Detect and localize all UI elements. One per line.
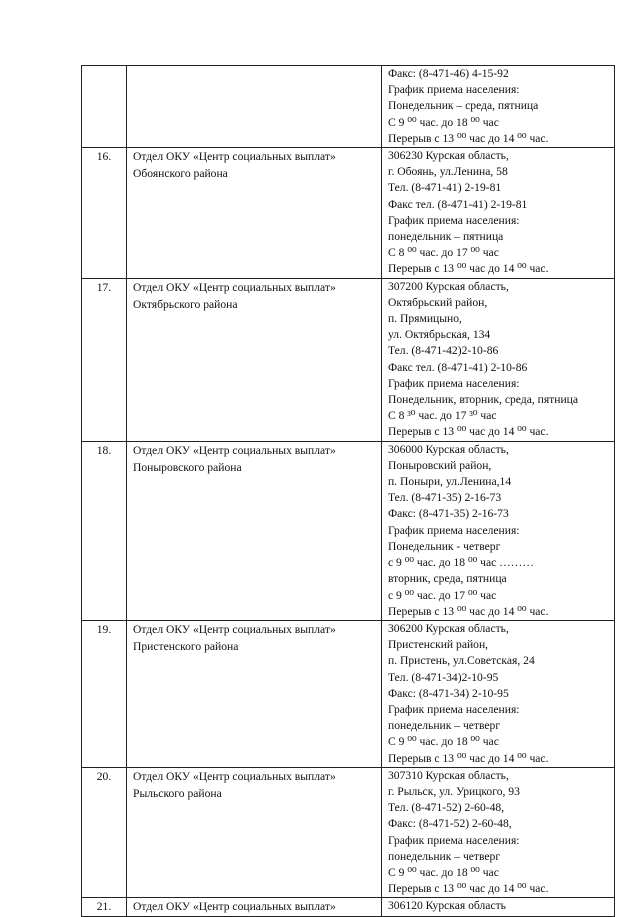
address-line: С 9 ⁰⁰ час. до 18 ⁰⁰ час — [388, 115, 499, 129]
table-row — [82, 898, 615, 916]
office-address — [382, 66, 615, 148]
table-row — [82, 620, 615, 767]
office-address — [382, 148, 615, 279]
office-name: Отдел ОКУ «Центр социальных выплат» — [127, 898, 382, 916]
row-number: 21. — [82, 898, 127, 916]
address-line: Пристенский район, — [388, 638, 489, 652]
address-line: Перерыв с 13 ⁰⁰ час до 14 ⁰⁰ час. — [388, 751, 549, 765]
address-line: График приема населения: — [388, 833, 520, 847]
address-line: г. Рыльск, ул. Урицкого, 93 — [388, 784, 520, 798]
address-line: Факс тел. (8-471-41) 2-19-81 — [388, 197, 528, 211]
address-line: понедельник – пятница — [388, 230, 504, 244]
address-line: с 9 ⁰⁰ час. до 18 ⁰⁰ час ……… — [388, 556, 534, 570]
address-line: График приема населения: — [388, 213, 520, 227]
table-row — [82, 767, 615, 898]
address-line: Перерыв с 13 ⁰⁰ час до 14 ⁰⁰ час. — [388, 262, 549, 276]
address-line: Понедельник, вторник, среда, пятница — [388, 393, 578, 407]
row-number: 18. — [82, 441, 127, 620]
address-line: 306000 Курская область, — [388, 442, 509, 456]
row-number: 17. — [82, 278, 127, 441]
address-line: График приема населения: — [388, 523, 520, 537]
address-line: понедельник – четверг — [388, 719, 501, 733]
address-line: Тел. (8-471-41) 2-19-81 — [388, 181, 502, 195]
address-line: с 9 ⁰⁰ час. до 17 ⁰⁰ час — [388, 588, 497, 602]
address-line: Понедельник - четверг — [388, 539, 501, 553]
address-line: С 8 ⁰⁰ час. до 17 ⁰⁰ час — [388, 246, 499, 260]
address-line: Факс тел. (8-471-41) 2-10-86 — [388, 360, 528, 374]
address-line: Тел. (8-471-52) 2-60-48, — [388, 801, 505, 815]
address-line: п. Прямицыно, — [388, 312, 462, 326]
row-number: 20. — [82, 767, 127, 898]
address-line: 307310 Курская область, — [388, 768, 509, 782]
address-line: п. Пристень, ул.Советская, 24 — [388, 654, 535, 668]
address-line: вторник, среда, пятница — [388, 572, 507, 586]
office-address — [382, 278, 615, 441]
office-name: Отдел ОКУ «Центр социальных выплат» Рыльского района — [127, 767, 382, 898]
address-line: С 9 ⁰⁰ час. до 18 ⁰⁰ час — [388, 735, 499, 749]
row-number: 19. — [82, 620, 127, 767]
office-address — [382, 620, 615, 767]
address-line: Поныровский район, — [388, 458, 492, 472]
office-address — [382, 441, 615, 620]
address-line: Перерыв с 13 ⁰⁰ час до 14 ⁰⁰ час. — [388, 882, 549, 896]
table-row — [82, 441, 615, 620]
office-address — [382, 767, 615, 898]
address-line: Факс: (8-471-52) 2-60-48, — [388, 817, 512, 831]
table-row — [82, 278, 615, 441]
address-line: График приема населения: — [388, 702, 520, 716]
address-line: 307200 Курская область, — [388, 279, 509, 293]
office-name — [127, 66, 382, 148]
row-number: 16. — [82, 148, 127, 279]
address-line: Перерыв с 13 ⁰⁰ час до 14 ⁰⁰ час. — [388, 604, 549, 618]
address-line: г. Обоянь, ул.Ленина, 58 — [388, 165, 508, 179]
address-line: п. Поныри, ул.Ленина,14 — [388, 475, 512, 489]
address-line: Тел. (8-471-42)2-10-86 — [388, 344, 499, 358]
row-number — [82, 66, 127, 148]
address-line: Перерыв с 13 ⁰⁰ час до 14 ⁰⁰ час. — [388, 425, 549, 439]
office-name: Отдел ОКУ «Центр социальных выплат» Пристенского района — [127, 620, 382, 767]
table-row — [82, 66, 615, 148]
address-line: С 8 ³⁰ час. до 17 ³⁰ час — [388, 409, 497, 423]
address-line: 306120 Курская область — [388, 899, 506, 913]
address-line: ул. Октябрьская, 134 — [388, 328, 491, 342]
address-line: Факс: (8-471-46) 4-15-92 — [388, 67, 509, 80]
address-line: 306230 Курская область, — [388, 149, 509, 163]
table-row — [82, 148, 615, 279]
address-line: Перерыв с 13 ⁰⁰ час до 14 ⁰⁰ час. — [388, 131, 549, 145]
office-name: Отдел ОКУ «Центр социальных выплат» Обоянского района — [127, 148, 382, 279]
address-line: Октябрьский район, — [388, 295, 488, 309]
address-line: понедельник – четверг — [388, 849, 501, 863]
address-line: График приема населения: — [388, 83, 520, 97]
address-line: Понедельник – среда, пятница — [388, 99, 539, 113]
address-line: Факс: (8-471-35) 2-16-73 — [388, 507, 509, 521]
address-line: С 9 ⁰⁰ час. до 18 ⁰⁰ час — [388, 865, 499, 879]
address-line: Факс: (8-471-34) 2-10-95 — [388, 686, 509, 700]
office-name: Отдел ОКУ «Центр социальных выплат» Октябрьского района — [127, 278, 382, 441]
address-line: График приема населения: — [388, 376, 520, 390]
office-name: Отдел ОКУ «Центр социальных выплат» Поныровского района — [127, 441, 382, 620]
offices-table — [81, 65, 615, 917]
office-address — [382, 898, 615, 916]
address-line: 306200 Курская область, — [388, 621, 509, 635]
address-line: Тел. (8-471-35) 2-16-73 — [388, 491, 502, 505]
address-line: Тел. (8-471-34)2-10-95 — [388, 670, 499, 684]
